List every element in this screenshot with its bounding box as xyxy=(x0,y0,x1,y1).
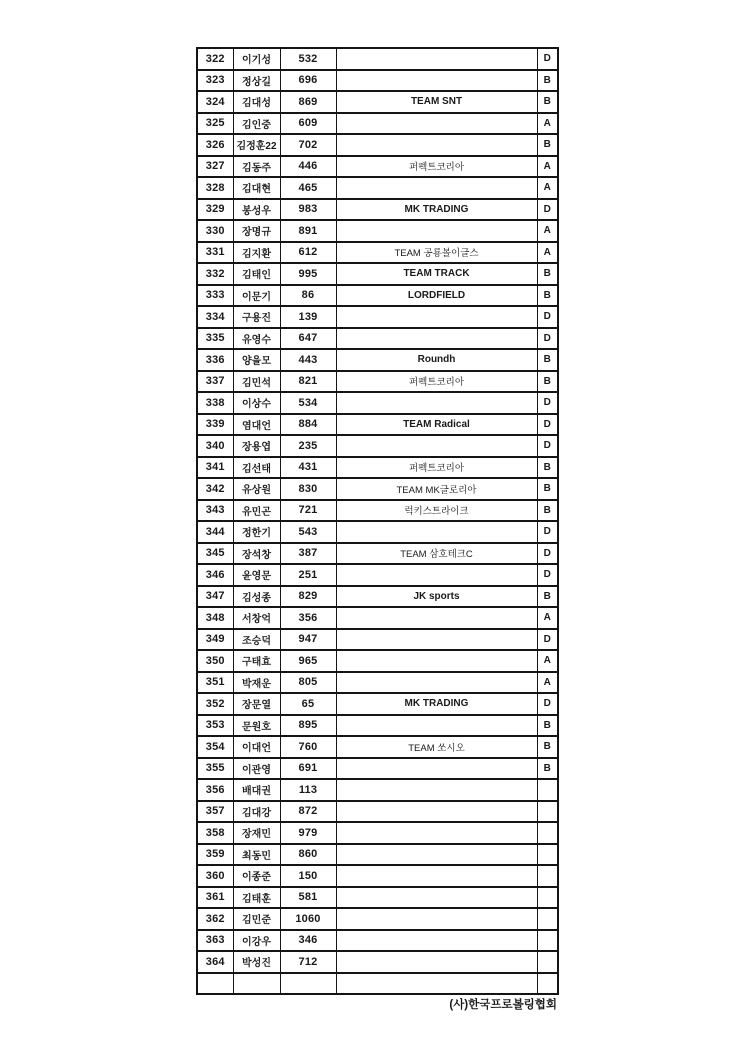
row-number-cell: 332 xyxy=(197,263,233,285)
player-name-cell: 김민석 xyxy=(233,371,280,393)
team-name-cell xyxy=(336,134,537,156)
row-number-cell: 340 xyxy=(197,435,233,457)
player-score-cell: 696 xyxy=(280,70,336,92)
row-number-cell: 362 xyxy=(197,908,233,930)
player-name-cell: 장재민 xyxy=(233,822,280,844)
team-name-cell xyxy=(336,177,537,199)
table-row xyxy=(197,91,558,113)
player-score-cell: 995 xyxy=(280,263,336,285)
grade-cell: A xyxy=(537,242,558,264)
row-number-cell: 343 xyxy=(197,500,233,522)
table-row xyxy=(197,801,558,823)
grade-cell: D xyxy=(537,435,558,457)
row-number-cell: 355 xyxy=(197,758,233,780)
table-row xyxy=(197,392,558,414)
player-score-cell: 947 xyxy=(280,629,336,651)
grade-cell: B xyxy=(537,500,558,522)
table-row xyxy=(197,973,558,995)
team-name-cell: TEAM 삼호테크C xyxy=(336,543,537,565)
player-name-cell: 이상수 xyxy=(233,392,280,414)
row-number-cell: 331 xyxy=(197,242,233,264)
player-score-cell: 983 xyxy=(280,199,336,221)
grade-cell: D xyxy=(537,306,558,328)
player-name-cell: 이대언 xyxy=(233,736,280,758)
player-name-cell: 유상원 xyxy=(233,478,280,500)
table-row xyxy=(197,607,558,629)
row-number-cell: 344 xyxy=(197,521,233,543)
row-number-cell: 336 xyxy=(197,349,233,371)
grade-cell: A xyxy=(537,113,558,135)
player-score-cell: 431 xyxy=(280,457,336,479)
player-score-cell: 113 xyxy=(280,779,336,801)
player-name-cell: 김민준 xyxy=(233,908,280,930)
player-name-cell: 김태인 xyxy=(233,263,280,285)
player-name-cell: 정상길 xyxy=(233,70,280,92)
row-number-cell: 353 xyxy=(197,715,233,737)
grade-cell: B xyxy=(537,349,558,371)
table-row xyxy=(197,349,558,371)
grade-cell: D xyxy=(537,48,558,70)
row-number-cell: 360 xyxy=(197,865,233,887)
player-score-cell: 387 xyxy=(280,543,336,565)
row-number-cell: 330 xyxy=(197,220,233,242)
player-score-cell: 872 xyxy=(280,801,336,823)
team-name-cell: TEAM 쏘시오 xyxy=(336,736,537,758)
player-score-cell: 869 xyxy=(280,91,336,113)
grade-cell xyxy=(537,801,558,823)
grade-cell: B xyxy=(537,758,558,780)
grade-cell xyxy=(537,844,558,866)
team-name-cell xyxy=(336,306,537,328)
team-name-cell xyxy=(336,758,537,780)
grade-cell: B xyxy=(537,263,558,285)
player-score-cell: 346 xyxy=(280,930,336,952)
row-number-cell: 359 xyxy=(197,844,233,866)
grade-cell xyxy=(537,908,558,930)
player-name-cell: 김지환 xyxy=(233,242,280,264)
team-name-cell xyxy=(336,930,537,952)
team-name-cell xyxy=(336,887,537,909)
table-row xyxy=(197,414,558,436)
roster-body xyxy=(197,48,558,994)
player-score-cell: 465 xyxy=(280,177,336,199)
row-number-cell: 327 xyxy=(197,156,233,178)
player-score-cell: 139 xyxy=(280,306,336,328)
player-score-cell: 251 xyxy=(280,564,336,586)
player-name-cell: 최동민 xyxy=(233,844,280,866)
team-name-cell: 퍼펙트코리아 xyxy=(336,457,537,479)
grade-cell xyxy=(537,887,558,909)
player-score-cell: 829 xyxy=(280,586,336,608)
row-number-cell: 323 xyxy=(197,70,233,92)
player-score-cell: 443 xyxy=(280,349,336,371)
grade-cell: B xyxy=(537,371,558,393)
player-score-cell: 884 xyxy=(280,414,336,436)
table-row xyxy=(197,113,558,135)
grade-cell: A xyxy=(537,156,558,178)
grade-cell: A xyxy=(537,220,558,242)
player-score-cell: 534 xyxy=(280,392,336,414)
team-name-cell: 퍼펙트코리아 xyxy=(336,156,537,178)
row-number-cell: 357 xyxy=(197,801,233,823)
team-name-cell xyxy=(336,48,537,70)
player-score-cell: 830 xyxy=(280,478,336,500)
player-score-cell: 895 xyxy=(280,715,336,737)
player-name-cell: 유민곤 xyxy=(233,500,280,522)
grade-cell: D xyxy=(537,564,558,586)
player-name-cell: 박성진 xyxy=(233,951,280,973)
team-name-cell xyxy=(336,113,537,135)
player-score-cell: 712 xyxy=(280,951,336,973)
player-name-cell: 이강우 xyxy=(233,930,280,952)
player-name-cell: 이관영 xyxy=(233,758,280,780)
row-number-cell: 351 xyxy=(197,672,233,694)
team-name-cell xyxy=(336,672,537,694)
table-row xyxy=(197,736,558,758)
row-number-cell: 363 xyxy=(197,930,233,952)
grade-cell: B xyxy=(537,478,558,500)
table-row xyxy=(197,822,558,844)
row-number-cell: 342 xyxy=(197,478,233,500)
player-score-cell: 760 xyxy=(280,736,336,758)
player-score-cell: 543 xyxy=(280,521,336,543)
player-score-cell: 691 xyxy=(280,758,336,780)
team-name-cell xyxy=(336,908,537,930)
table-row xyxy=(197,478,558,500)
player-score-cell: 891 xyxy=(280,220,336,242)
table-row xyxy=(197,177,558,199)
team-name-cell xyxy=(336,801,537,823)
player-name-cell: 김대성 xyxy=(233,91,280,113)
team-name-cell: MK TRADING xyxy=(336,199,537,221)
team-name-cell xyxy=(336,865,537,887)
grade-cell xyxy=(537,779,558,801)
row-number-cell xyxy=(197,973,233,995)
team-name-cell: TEAM Radical xyxy=(336,414,537,436)
player-score-cell: 965 xyxy=(280,650,336,672)
team-name-cell xyxy=(336,951,537,973)
row-number-cell: 352 xyxy=(197,693,233,715)
table-row xyxy=(197,263,558,285)
team-name-cell xyxy=(336,435,537,457)
player-name-cell: 정한기 xyxy=(233,521,280,543)
player-name-cell: 김대현 xyxy=(233,177,280,199)
player-name-cell: 배대권 xyxy=(233,779,280,801)
player-score-cell: 1060 xyxy=(280,908,336,930)
row-number-cell: 354 xyxy=(197,736,233,758)
player-score-cell: 446 xyxy=(280,156,336,178)
row-number-cell: 356 xyxy=(197,779,233,801)
table-row xyxy=(197,543,558,565)
table-row xyxy=(197,457,558,479)
row-number-cell: 364 xyxy=(197,951,233,973)
row-number-cell: 358 xyxy=(197,822,233,844)
grade-cell: B xyxy=(537,91,558,113)
player-name-cell: 김인중 xyxy=(233,113,280,135)
player-score-cell: 702 xyxy=(280,134,336,156)
team-name-cell xyxy=(336,564,537,586)
table-row xyxy=(197,199,558,221)
player-score-cell: 805 xyxy=(280,672,336,694)
team-name-cell xyxy=(336,220,537,242)
table-row xyxy=(197,500,558,522)
table-row xyxy=(197,586,558,608)
player-name-cell: 구태효 xyxy=(233,650,280,672)
row-number-cell: 338 xyxy=(197,392,233,414)
team-name-cell xyxy=(336,822,537,844)
table-row xyxy=(197,521,558,543)
table-row xyxy=(197,306,558,328)
team-name-cell xyxy=(336,844,537,866)
player-name-cell: 이문기 xyxy=(233,285,280,307)
player-score-cell xyxy=(280,973,336,995)
grade-cell: A xyxy=(537,607,558,629)
player-name-cell: 김태훈 xyxy=(233,887,280,909)
row-number-cell: 339 xyxy=(197,414,233,436)
team-name-cell xyxy=(336,715,537,737)
table-row xyxy=(197,672,558,694)
row-number-cell: 333 xyxy=(197,285,233,307)
team-name-cell xyxy=(336,973,537,995)
team-name-cell: JK sports xyxy=(336,586,537,608)
player-name-cell: 김선태 xyxy=(233,457,280,479)
player-score-cell: 581 xyxy=(280,887,336,909)
team-name-cell xyxy=(336,650,537,672)
table-row xyxy=(197,328,558,350)
player-score-cell: 150 xyxy=(280,865,336,887)
grade-cell xyxy=(537,865,558,887)
grade-cell: D xyxy=(537,629,558,651)
player-score-cell: 721 xyxy=(280,500,336,522)
table-row xyxy=(197,242,558,264)
table-row xyxy=(197,951,558,973)
player-name-cell: 박재운 xyxy=(233,672,280,694)
player-name-cell: 김성종 xyxy=(233,586,280,608)
grade-cell xyxy=(537,822,558,844)
table-row xyxy=(197,156,558,178)
table-row xyxy=(197,650,558,672)
player-name-cell: 이종준 xyxy=(233,865,280,887)
player-score-cell: 86 xyxy=(280,285,336,307)
team-name-cell: TEAM TRACK xyxy=(336,263,537,285)
team-name-cell: LORDFIELD xyxy=(336,285,537,307)
player-score-cell: 860 xyxy=(280,844,336,866)
player-name-cell: 양을모 xyxy=(233,349,280,371)
grade-cell: B xyxy=(537,285,558,307)
team-name-cell xyxy=(336,607,537,629)
grade-cell: B xyxy=(537,134,558,156)
player-name-cell: 김대강 xyxy=(233,801,280,823)
player-score-cell: 821 xyxy=(280,371,336,393)
row-number-cell: 361 xyxy=(197,887,233,909)
player-name-cell: 장명규 xyxy=(233,220,280,242)
table-row xyxy=(197,220,558,242)
table-row xyxy=(197,693,558,715)
row-number-cell: 349 xyxy=(197,629,233,651)
table-row xyxy=(197,134,558,156)
grade-cell: D xyxy=(537,414,558,436)
team-name-cell xyxy=(336,328,537,350)
row-number-cell: 322 xyxy=(197,48,233,70)
table-row xyxy=(197,70,558,92)
table-row xyxy=(197,887,558,909)
row-number-cell: 337 xyxy=(197,371,233,393)
row-number-cell: 346 xyxy=(197,564,233,586)
row-number-cell: 325 xyxy=(197,113,233,135)
team-name-cell xyxy=(336,392,537,414)
team-name-cell: 퍼펙트코리아 xyxy=(336,371,537,393)
team-name-cell xyxy=(336,70,537,92)
table-row xyxy=(197,779,558,801)
grade-cell: D xyxy=(537,693,558,715)
table-row xyxy=(197,435,558,457)
table-row xyxy=(197,844,558,866)
player-name-cell: 조승덕 xyxy=(233,629,280,651)
table-row xyxy=(197,285,558,307)
table-row xyxy=(197,629,558,651)
grade-cell: D xyxy=(537,392,558,414)
player-score-cell: 356 xyxy=(280,607,336,629)
row-number-cell: 326 xyxy=(197,134,233,156)
grade-cell: B xyxy=(537,715,558,737)
row-number-cell: 328 xyxy=(197,177,233,199)
table-row xyxy=(197,715,558,737)
grade-cell: B xyxy=(537,457,558,479)
grade-cell xyxy=(537,930,558,952)
team-name-cell: TEAM MK글로리아 xyxy=(336,478,537,500)
association-footer-label: (사)한국프로볼링협회 xyxy=(449,999,557,1011)
grade-cell: B xyxy=(537,586,558,608)
player-score-cell: 609 xyxy=(280,113,336,135)
table-row xyxy=(197,564,558,586)
row-number-cell: 347 xyxy=(197,586,233,608)
team-name-cell: Roundh xyxy=(336,349,537,371)
grade-cell xyxy=(537,951,558,973)
row-number-cell: 341 xyxy=(197,457,233,479)
player-name-cell: 장용엽 xyxy=(233,435,280,457)
row-number-cell: 345 xyxy=(197,543,233,565)
row-number-cell: 335 xyxy=(197,328,233,350)
table-row xyxy=(197,865,558,887)
player-score-cell: 65 xyxy=(280,693,336,715)
player-name-cell: 봉성우 xyxy=(233,199,280,221)
grade-cell: B xyxy=(537,70,558,92)
row-number-cell: 348 xyxy=(197,607,233,629)
player-name-cell: 윤영문 xyxy=(233,564,280,586)
team-name-cell: MK TRADING xyxy=(336,693,537,715)
player-score-cell: 235 xyxy=(280,435,336,457)
player-name-cell: 김동주 xyxy=(233,156,280,178)
table-row xyxy=(197,930,558,952)
team-name-cell: TEAM SNT xyxy=(336,91,537,113)
player-score-cell: 647 xyxy=(280,328,336,350)
grade-cell: A xyxy=(537,672,558,694)
player-name-cell: 김정훈22 xyxy=(233,134,280,156)
player-name-cell: 장문열 xyxy=(233,693,280,715)
player-score-cell: 612 xyxy=(280,242,336,264)
player-name-cell: 유영수 xyxy=(233,328,280,350)
team-name-cell xyxy=(336,779,537,801)
team-name-cell: 럭키스트라이크 xyxy=(336,500,537,522)
grade-cell: A xyxy=(537,177,558,199)
grade-cell: D xyxy=(537,328,558,350)
team-name-cell: TEAM 공룡볼이글스 xyxy=(336,242,537,264)
player-name-cell: 서창억 xyxy=(233,607,280,629)
row-number-cell: 350 xyxy=(197,650,233,672)
player-score-cell: 979 xyxy=(280,822,336,844)
player-name-cell: 문원호 xyxy=(233,715,280,737)
table-row xyxy=(197,908,558,930)
grade-cell: D xyxy=(537,199,558,221)
row-number-cell: 334 xyxy=(197,306,233,328)
player-name-cell: 염대언 xyxy=(233,414,280,436)
row-number-cell: 329 xyxy=(197,199,233,221)
grade-cell: A xyxy=(537,650,558,672)
table-row xyxy=(197,48,558,70)
bowler-roster-table xyxy=(196,47,559,995)
grade-cell: D xyxy=(537,521,558,543)
grade-cell xyxy=(537,973,558,995)
team-name-cell xyxy=(336,629,537,651)
table-row xyxy=(197,758,558,780)
grade-cell: D xyxy=(537,543,558,565)
team-name-cell xyxy=(336,521,537,543)
player-name-cell xyxy=(233,973,280,995)
grade-cell: B xyxy=(537,736,558,758)
player-name-cell: 장석창 xyxy=(233,543,280,565)
player-score-cell: 532 xyxy=(280,48,336,70)
player-name-cell: 구용진 xyxy=(233,306,280,328)
player-name-cell: 이기성 xyxy=(233,48,280,70)
table-row xyxy=(197,371,558,393)
row-number-cell: 324 xyxy=(197,91,233,113)
